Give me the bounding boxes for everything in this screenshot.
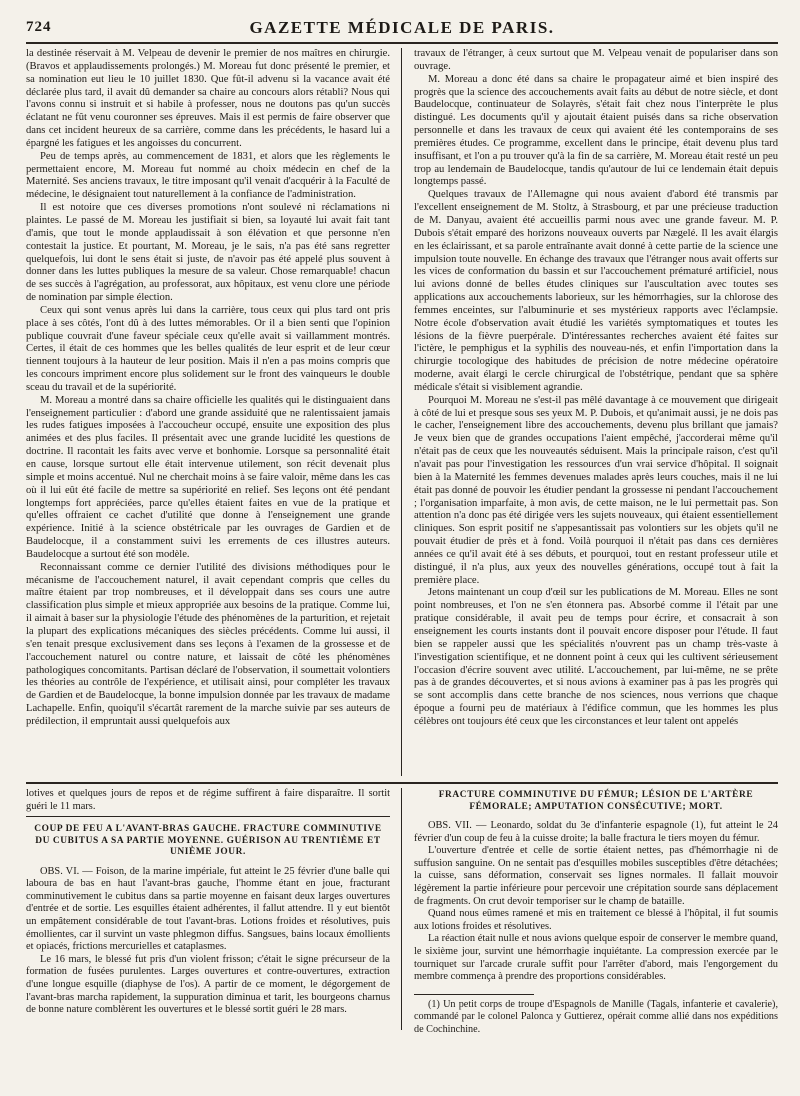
- bottom-right-column: [414, 788, 778, 1036]
- page-header: [26, 16, 778, 44]
- footnote-rule: [414, 994, 534, 995]
- case-title: FRACTURE COMMINUTIVE DU FÉMUR; LÉSION DE L'ARTÈRE FÉMORALE; AMPUTATION CONSÉCUTIVE; MORT.: [438, 790, 754, 812]
- paragraph: M. Moreau a donc été dans sa chaire le propagateur aimé et bien inspiré des progrès que la science des accouchements avait faits au début de notre siècle, et dont Baudelocque, continuateur de Solayrès, s'était fait chez nous l'interprète le plus distingué. Les documents qu'il y ajoutait étaient puisés dans sa riche observation personnelle et dans les travaux de ceux qui avaient été les contemporains de ses premières études. Ce programme, excellent dans le principe, était devenu plus tard insuffisant, et l'on a pu trouver qu'à la fin de sa carrière, M. Moreau était resté un peu trop au lendemain de Baudelocque, tandis qu'autour de lui ce lendemain était depuis longtemps passé.: [414, 73, 778, 188]
- paragraph: Quelques travaux de l'Allemagne qui nous avaient d'abord été transmis par l'excellent enseignement de M. Stoltz, à Strasbourg, et par une précieuse traduction de M. Danyau, avaient été accueillis parmi nous avec une grande faveur. M. P. Dubois s'était emparé des horizons nouveaux ouverts par Nægelé. Il les avait élargis en les éclairissant, et sa parole entraînante avait donné à cette partie de la science une impulsion toute nouvelle. En échange des travaux que l'étranger nous avait offerts sur les vices de conformation du bassin et sur l'accouchement prématuré artificiel, nous lui avions donné de belles études cliniques sur l'auscultation avec toutes ses applications aux accouchements laborieux, sur les hémorrhagies, sur la chlorose des femmes enceintes, sur l'albuminurie et ses mystérieux rapports avec l'éclampsie. Notre école d'observation avait étudié les variétés symptomatiques et toutes les lésions de la fièvre puerpérale. D'intéressantes recherches avaient été faites sur l'ictère, le pemphigus et la syphilis des nouveau-nés, et enfin l'importation dans la chirurgie tocologique des habitudes de précision de notre médecine opératoire moderne, avait élargi le cercle chirurgical de l'obstétrique, pendant que sa sphère médicale s'était si visiblement agrandie.: [414, 189, 778, 393]
- paragraph: M. Moreau a montré dans sa chaire officielle les qualités qui le distinguaient dans l'enseignement particulier : d'abord une grande assiduité que ne ralentissaient jamais les rudes fatigues imposées à l'accoucheur occupé, ensuite une exposition des plus animées et des plus faciles. Il présentait avec une grande lucidité les questions de doctrine. Il racontait les faits avec verve et bonhomie. Lorsque sa personnalité était en cause, lorsque surtout elle était intervenue utilement, son récit devenait plus simple et moins accentué. Nul ne cherchait moins à se faire valoir, même dans les cas où il lui eût été facile de mettre sa supériorité en relief. Ses leçons ont été pendant longtemps fort appréciées, parce qu'elles étaient faites en vue de la pratique et qu'elles offraient ce cachet d'utilité que donne à l'enseignement une grande expérience. Initié à la science obstétricale par les ouvrages de Gardien et de Baudelocque, il a constamment suivi les errements de ces illustres auteurs. Baudelocque a surtout été son modèle.: [26, 394, 390, 560]
- intro-paragraph: lotives et quelques jours de repos et de régime suffirent à faire disparaître. Il sortit guéri le 11 mars.: [26, 788, 390, 812]
- newspaper-page: [26, 16, 778, 1080]
- paragraph: travaux de l'étranger, à ceux surtout que M. Velpeau venait de populariser dans son ouvrage.: [414, 48, 778, 72]
- paragraph: Le 16 mars, le blessé fut pris d'un violent frisson; c'était le signe précurseur de la formation de fusées purulentes. Larges ouvertures et contre-ouvertures, extraction d'une longue esquille (diaphyse de l'os). A partir de ce moment, le dégorgement de l'avant-bras marcha rapidement, la suppuration diminua et tarit, les bourgeons charnus de bonne nature comblèrent les ouvertures et le blessé sortit guéri le 28 mars.: [26, 953, 390, 1016]
- paragraph: la destinée réservait à M. Velpeau de devenir le premier de nos maîtres en chirurgie. (Bravos et applaudissements prolongés.) M. Moreau fut donc présenté le premier, et sa nomination eut lieu le 10 juillet 1830. Que fût-il advenu si la vacance avait été déclarée plus tard, il avait dû demander sa chaire au concours alors rétabli? Nous qui l'avons connu si instruit et si habile à professer, nous ne doutons pas qu'un succès éclatant ne fût venu couronner ses épreuves. Mais il est permis de faire observer que dans cet incident heureux de sa carrière, comme dans les précédents, le hasard lui a épargné les fatigues et les angoisses du concurrent.: [26, 48, 390, 149]
- paragraph: OBS. VII. — Leonardo, soldat du 3e d'infanterie espagnole (1), fut atteint le 24 février d'un coup de feu à la cuisse droite; la balle fractura le tiers moyen du fémur.: [414, 820, 778, 844]
- page-number: 724: [26, 19, 52, 35]
- paragraph: Il est notoire que ces diverses promotions n'ont soulevé ni réclamations ni plaintes. Le passé de M. Moreau les justifiait si bien, sa loyauté lui avait fait tant d'amis, que tout le monde applaudissait à son élévation et que personne n'en contestait la justice. Et pourtant, M. Moreau, je le sais, n'a pas été sans regretter quelquefois, lui dont le sens était si juste, de n'avoir pas été appelé plus souvent à donner dans les luttes publiques la mesure de sa valeur. Chose remarquable! chacun de ses succès à l'agrégation, au professorat, aux hôpitaux, est venu clore une période de nomination par simple élection.: [26, 202, 390, 304]
- footnote: (1) Un petit corps de troupe d'Espagnols de Manille (Tagals, infanterie et cavalerie), commandé par le colonel Palonca y Guttierez, opérait comme allié dans nos expéditions de Cochinchine.: [414, 998, 778, 1035]
- bottom-section: [26, 788, 778, 1078]
- column-divider: [401, 48, 402, 776]
- column-divider: [401, 788, 402, 1030]
- paragraph: L'ouverture d'entrée et celle de sortie étaient nettes, pas d'hémorrhagie ni de suffusion sanguine. On ne sentait pas d'esquilles mobiles susceptibles d'être détachées; la cuisse, sans déformation, conservait ses lignes normales. Il fallait mouvoir légèrement la partie inférieure pour percevoir une crépitation sourde sans déplacement de fragments. On crut devoir temporiser sur le champ de bataille.: [414, 845, 778, 907]
- right-column: [414, 48, 778, 776]
- bottom-left-column: [26, 788, 390, 1017]
- paragraph: Peu de temps après, au commencement de 1831, et alors que les règlements le permettaient encore, M. Moreau fut nommé au choix médecin en chef de la Maternité. Ses anciens travaux, le titre imposant qu'il venait d'acquérir à la Faculté de médecine, le désignaient tout naturellement à la confiance de l'administration.: [26, 150, 390, 201]
- paragraph: Pourquoi M. Moreau ne s'est-il pas mêlé davantage à ce mouvement que dirigeait à côté de lui et presque sous ses yeux M. P. Dubois, et qu'animait aussi, je ne dois pas le cacher, l'enseignement libre des accouchements, devenu plus brillant que jamais? Je veux bien que de grandes occupations l'aient empêché, j'accorderai même qu'il n'était pas de ceux que les nouveautés séduisent. Mais la principale raison, c'est qu'il n'avait pas pour l'investigation les ressources d'un vrai service d'hôpital. Il soignait bien à la Maternité les femmes devenues malades après leurs couches, mais il ne lui était pas donné de pouvoir les étudier pendant la grossesse ni pendant l'accouchement ; l'organisation imparfaite, à mon avis, de cette maison, ne le lui permettait pas. Son attention n'a donc pas été dirigée vers les sujets nouveaux, qui étaient essentiellement cliniques. Son esprit positif ne s'appesantissait pas volontiers sur les objets qu'il ne pouvait étudier de près et à fond. Voilà pourquoi il n'était pas dans ces dernières années ce qu'il avait été à ses débuts, et pourquoi, tout en restant professeur utile et distingué, il n'a plus, aux yeux des nouvelles générations, occupé tout à fait la première place.: [414, 394, 778, 586]
- left-column: [26, 48, 390, 776]
- paragraph: Jetons maintenant un coup d'œil sur les publications de M. Moreau. Elles ne sont point nombreuses, et l'on ne s'en étonnera pas. Absorbé comme il l'était par une pratique considérable, il avait peu de temps pour écrire, et consacrait à son enseignement les courts instants dont il pouvait encore disposer pour l'étude. Il faut bien se rappeler aussi que les spécialités n'ouvrent pas un champ très-vaste à l'investigation scientifique, et ne donnent point à ceux qui les cultivent sérieusement l'occasion d'écrire souvent avec utilité. L'accouchement, par lui-même, ne se prête pas à de grandes découvertes, et si nous avions à examiner pas à pas les progrès qui se sont accomplis dans cette branche de nos sciences, nous verrions que chaque époque a fourni peu de matériaux à l'édifice commun, que les hommes les plus célèbres ont toujours été ceux que les circonstances et leur talent ont appelés: [414, 587, 778, 727]
- paragraph: La réaction était nulle et nous avions quelque espoir de conserver le membre quand, le sixième jour, survint une hémorrhagie inquiétante. La compression exercée par le tourniquet sur l'arcade crurale suffit pour l'arrêter d'abord, mais l'engorgement du membre commença à prendre des proportions considérables.: [414, 933, 778, 983]
- masthead-title: GAZETTE MÉDICALE DE PARIS.: [249, 18, 555, 37]
- rule: [26, 816, 390, 817]
- paragraph: Quand nous eûmes ramené et mis en traitement ce blessé à l'hôpital, il fut soumis aux lotions froides et résolutives.: [414, 908, 778, 932]
- section-divider: [26, 782, 778, 784]
- paragraph: Ceux qui sont venus après lui dans la carrière, tous ceux qui plus tard ont pris place à ses côtés, l'ont dû à des luttes mémorables. Or il a bien senti que l'opinion publique couvrait d'une faveur spéciale ceux qu'elle avait si vaillamment montrés. Certes, il était de ces hommes que les belles qualités de leur esprit et de leur cœur tiennent toujours à la hauteur de leur position. Mais il n'en a pas moins compris que les concours impriment encore plus solidement sur le front des vainqueurs le double sceau du travail et de la supériorité.: [26, 304, 390, 393]
- paragraph: OBS. VI. — Foison, de la marine impériale, fut atteint le 25 février d'une balle qui laboura de bas en haut l'avant-bras gauche, l'homme étant en joue, fracturant comminutivement le cubitus dans sa partie moyenne en faisant deux larges ouvertures d'entrée et de sortie. Les esquilles étaient adhérentes, il fallut attendre. Il y eut bientôt un empâtement considérable de tout l'avant-bras. Lotions froides et résolutives, puis émollientes, car il survint un vaste phlegmon diffus. Sangsues, bains locaux émollients et opiacés, frictions mercurielles et cataplasmes.: [26, 865, 390, 953]
- case-title: COUP DE FEU A L'AVANT-BRAS GAUCHE. FRACTURE COMMINUTIVE DU CUBITUS A SA PARTIE MOYENNE. GUÉRISON AU TRENTIÈME ET UNIÈME JOUR.: [34, 824, 382, 858]
- paragraph: Reconnaissant comme ce dernier l'utilité des divisions méthodiques pour le mécanisme de l'accouchement naturel, il avait cependant compris que celles du maître étaient par trop nombreuses, et il développait dans ses cours une autre classification plus simple et mieux appropriée aux besoins de la pratique. Comme lui, il aimait à baser sur la physiologie l'étude des phénomènes de la parturition, et rejetait la plupart des explications mécaniques des siècles précédents. Comme lui aussi, il s'en tenait presque exclusivement dans ses leçons à l'examen de la grossesse et de l'accouchement naturel ou contre nature, et laissait de côté les phénomènes pathologiques concomitants. Partisan déclaré de l'observation, il soumettait volontiers les théories au contrôle de l'expérience, et utilisait ainsi, pour compléter les travaux de Gardien et de Baudelocque, la bonne impulsion donnée par les travaux de madame Lachapelle. Enfin, quoiqu'il s'écartât rarement de la marche suivie par ses auteurs de prédilection, il empruntait aussi quelquefois aux: [26, 561, 390, 727]
- top-article: [26, 48, 778, 776]
